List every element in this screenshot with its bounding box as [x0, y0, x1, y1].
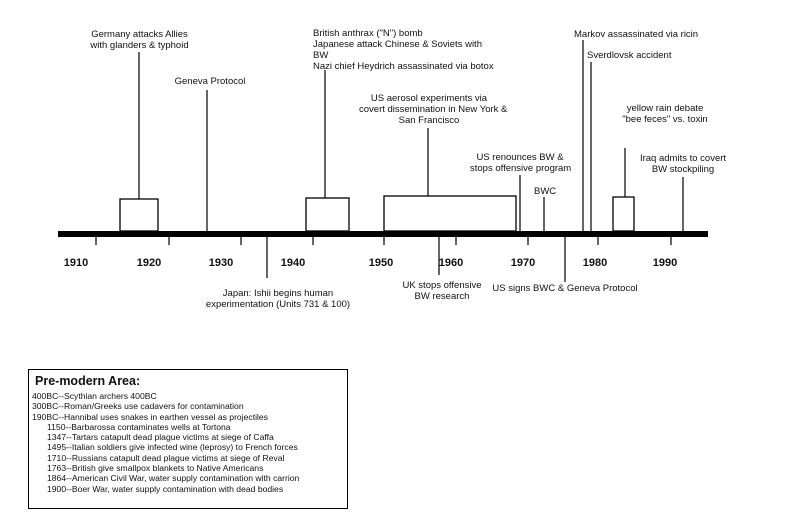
event-line: Iraq admits to covert [639, 153, 727, 164]
event-line: US signs BWC & Geneva Protocol [492, 283, 638, 294]
event-line: Nazi chief Heydrich assassinated via botox [313, 61, 494, 72]
event-line: Geneva Protocol [174, 76, 246, 87]
event-line: Sverdlovsk accident [587, 50, 672, 61]
year-label-1910: 1910 [63, 257, 89, 269]
premodern-item: 1150--Barbarossa contaminates wells at Tortona [47, 421, 231, 432]
period-box-ww2 [306, 198, 349, 231]
premodern-item: 1864--American Civil War, water supply contamination with carrion [47, 473, 300, 484]
period-box-ww1 [120, 199, 158, 231]
event-line: BW research [414, 291, 470, 302]
event-line: "bee feces" vs. toxin [622, 114, 708, 125]
period-box-1950s-60s [384, 196, 516, 231]
event-line: with glanders & typhoid [90, 40, 189, 51]
premodern-item: 400BC--Scythian archers 400BC [32, 391, 157, 401]
event-ww2-bw [313, 28, 494, 72]
premodern-item: 1347--Tartars catapult dead plague victims at siege of Caffa [47, 432, 274, 443]
event-line: Japan: Ishii begins human [222, 288, 334, 299]
event-us-signs [490, 283, 640, 294]
event-markov [574, 29, 698, 40]
event-line: BWC [534, 186, 557, 197]
premodern-title: Pre-modern Area: [35, 374, 141, 388]
event-us-renounces [470, 152, 570, 174]
event-uk-stops [392, 280, 492, 302]
event-yellow-rain [610, 103, 720, 125]
event-line: San Francisco [398, 115, 460, 126]
event-line: experimentation (Units 731 & 100) [205, 299, 351, 310]
event-line: BW stockpiling [651, 164, 715, 175]
event-line: Markov assassinated via ricin [574, 29, 699, 40]
event-japan-ishii [198, 288, 358, 310]
timeline-axis [58, 231, 708, 237]
year-label-1960: 1960 [438, 257, 464, 269]
premodern-box [28, 369, 348, 509]
axis-ticks [96, 237, 671, 245]
year-label-1970: 1970 [510, 257, 536, 269]
year-label-1940: 1940 [280, 257, 306, 269]
event-line: Japanese attack Chinese & Soviets with [313, 39, 482, 50]
year-label-1920: 1920 [136, 257, 162, 269]
year-label-1980: 1980 [582, 257, 608, 269]
event-line: covert dissemination in New York & [359, 104, 508, 115]
year-label-1990: 1990 [652, 257, 678, 269]
event-us-aerosol [359, 93, 508, 126]
event-sverdlovsk [587, 50, 671, 61]
year-label-1950: 1950 [368, 257, 394, 269]
premodern-item: 1900--Boer War, water supply contamination with dead bodies [47, 483, 284, 494]
premodern-item: 1763--British give smallpox blankets to Native Americans [47, 463, 264, 474]
event-line: US aerosol experiments via [370, 93, 488, 104]
event-line: British anthrax ("N") bomb [313, 28, 423, 39]
event-line: US renounces BW & [476, 152, 564, 163]
event-iraq [632, 153, 734, 175]
premodern-item: 300BC--Roman/Greeks use cadavers for contamination [32, 401, 244, 412]
event-germany-attacks [82, 29, 197, 51]
event-bwc [534, 186, 556, 197]
year-label-1930: 1930 [208, 257, 234, 269]
premodern-item: 1495--Italian soldiers give infected wine (leprosy) to French forces [47, 442, 298, 453]
event-line: BW [313, 50, 329, 61]
event-line: stops offensive program [470, 163, 572, 174]
event-geneva-protocol [165, 76, 255, 87]
period-box-yellow-rain [613, 197, 634, 231]
premodern-item: 190BC--Hannibal uses snakes in earthen vessel as projectiles [32, 411, 268, 422]
event-line: yellow rain debate [626, 103, 704, 114]
premodern-item: 1710--Russians catapult dead plague victims at siege of Reval [47, 452, 285, 463]
event-line: UK stops offensive [402, 280, 482, 291]
event-line: Germany attacks Allies [91, 29, 188, 40]
